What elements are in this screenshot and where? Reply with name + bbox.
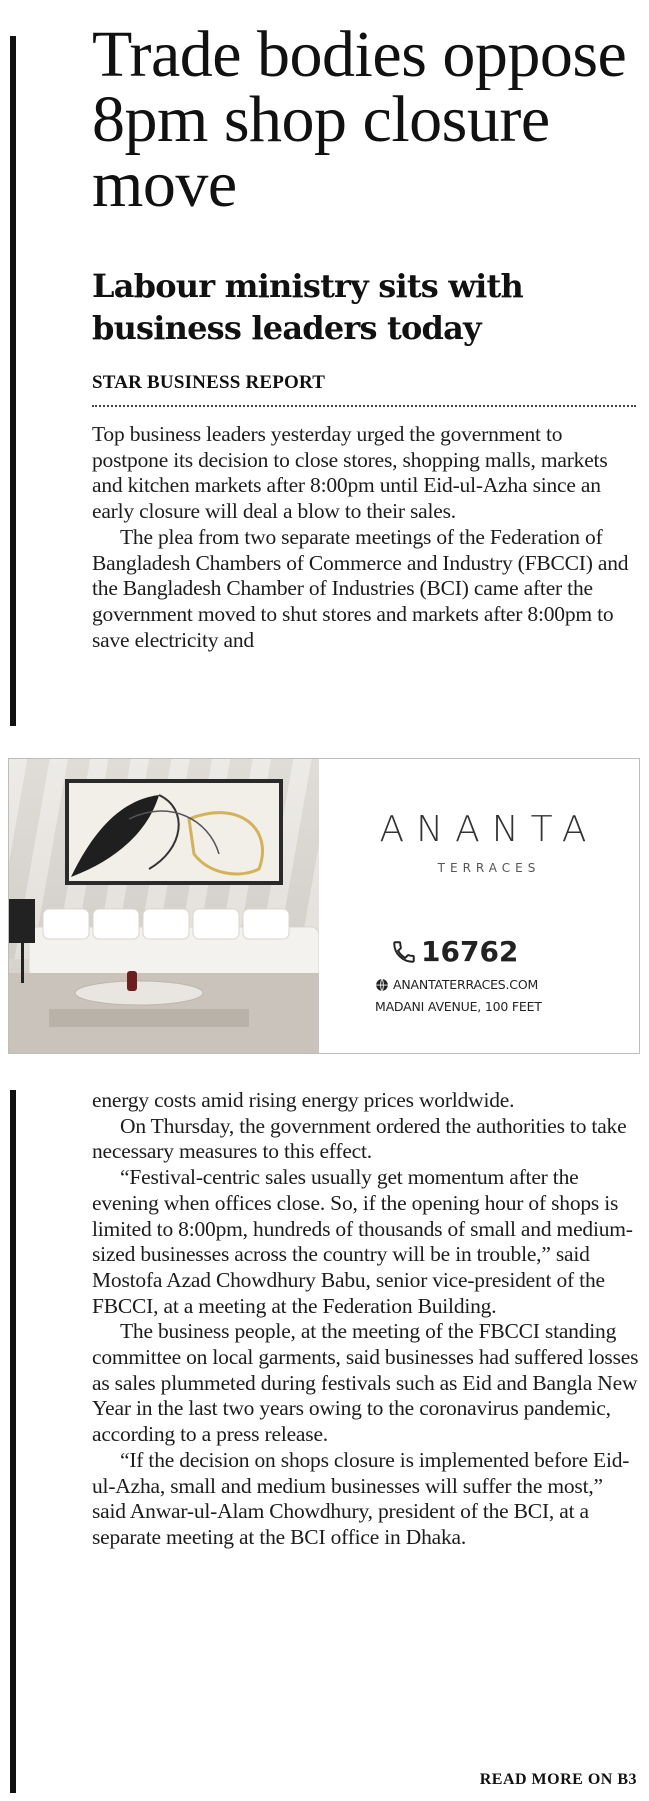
article-body-bottom [92, 1088, 640, 1551]
advertisement[interactable] [8, 758, 640, 1054]
headline: Trade bodies oppose 8pm shop closure move [92, 18, 627, 221]
ad-brand-name: ANANTA [379, 809, 599, 850]
paragraph: energy costs amid rising energy prices worldwide. [92, 1088, 515, 1112]
paragraph: Top business leaders yesterday urged the government to postpone its decision to close stores, shopping malls, markets and kitchen markets after 8:00pm until Eid-ul-Azha since an early closure will deal a blow to their sales. [92, 422, 608, 524]
ad-photo [9, 759, 319, 1053]
article-body-top [92, 422, 640, 653]
byline: STAR BUSINESS REPORT [92, 372, 326, 393]
phone-icon [391, 939, 417, 965]
subheadline: Labour ministry sits with business leaders today [92, 267, 523, 347]
read-more-link[interactable]: READ MORE ON B3 [479, 1771, 637, 1788]
byline-divider [92, 405, 636, 407]
paragraph: “If the decision on shops closure is implemented before Eid-ul-Azha, small and medium businesses will suffer the most,” said Anwar-ul-Alam Chowdhury, president of the BCI, at a separate meeting at the BCI office in Dhaka. [92, 1447, 630, 1549]
ad-website[interactable] [375, 977, 538, 992]
ad-website-text: ANANTATERRACES.COM [393, 977, 539, 992]
ad-address: MADANI AVENUE, 100 FEET [375, 999, 542, 1014]
ad-brand-subtitle: TERRACES [437, 861, 541, 875]
ad-phone-number: 16762 [421, 935, 519, 968]
paragraph: “Festival-centric sales usually get momentum after the evening when offices close. So, if the opening hour of shops is limited to 8:00pm, hundreds of thousands of small and medium-sized businesses across the country will be in trouble,” said Mostofa Azad Chowdhury Babu, senior vice-president of the FBCCI, at a meeting at the Federation Building. [92, 1165, 633, 1318]
globe-icon [375, 978, 389, 992]
paragraph: The business people, at the meeting of the FBCCI standing committee on local garments, said businesses had suffered losses as sales plummeted during festivals such as Eid and Bangla New Year in the last two years owing to the coronavirus pandemic, according to a press release. [92, 1319, 639, 1447]
column-rule-bottom [10, 1090, 16, 1793]
paragraph: The plea from two separate meetings of the Federation of Bangladesh Chambers of Commerce and Industry (FBCCI) and the Bangladesh Chamber of Industries (BCI) came after the government moved to shut stores and markets after 8:00pm to save electricity and [92, 524, 629, 652]
paragraph: On Thursday, the government ordered the authorities to take necessary measures to this effect. [92, 1113, 627, 1164]
column-rule-top [10, 36, 16, 726]
ad-phone[interactable] [391, 935, 518, 968]
